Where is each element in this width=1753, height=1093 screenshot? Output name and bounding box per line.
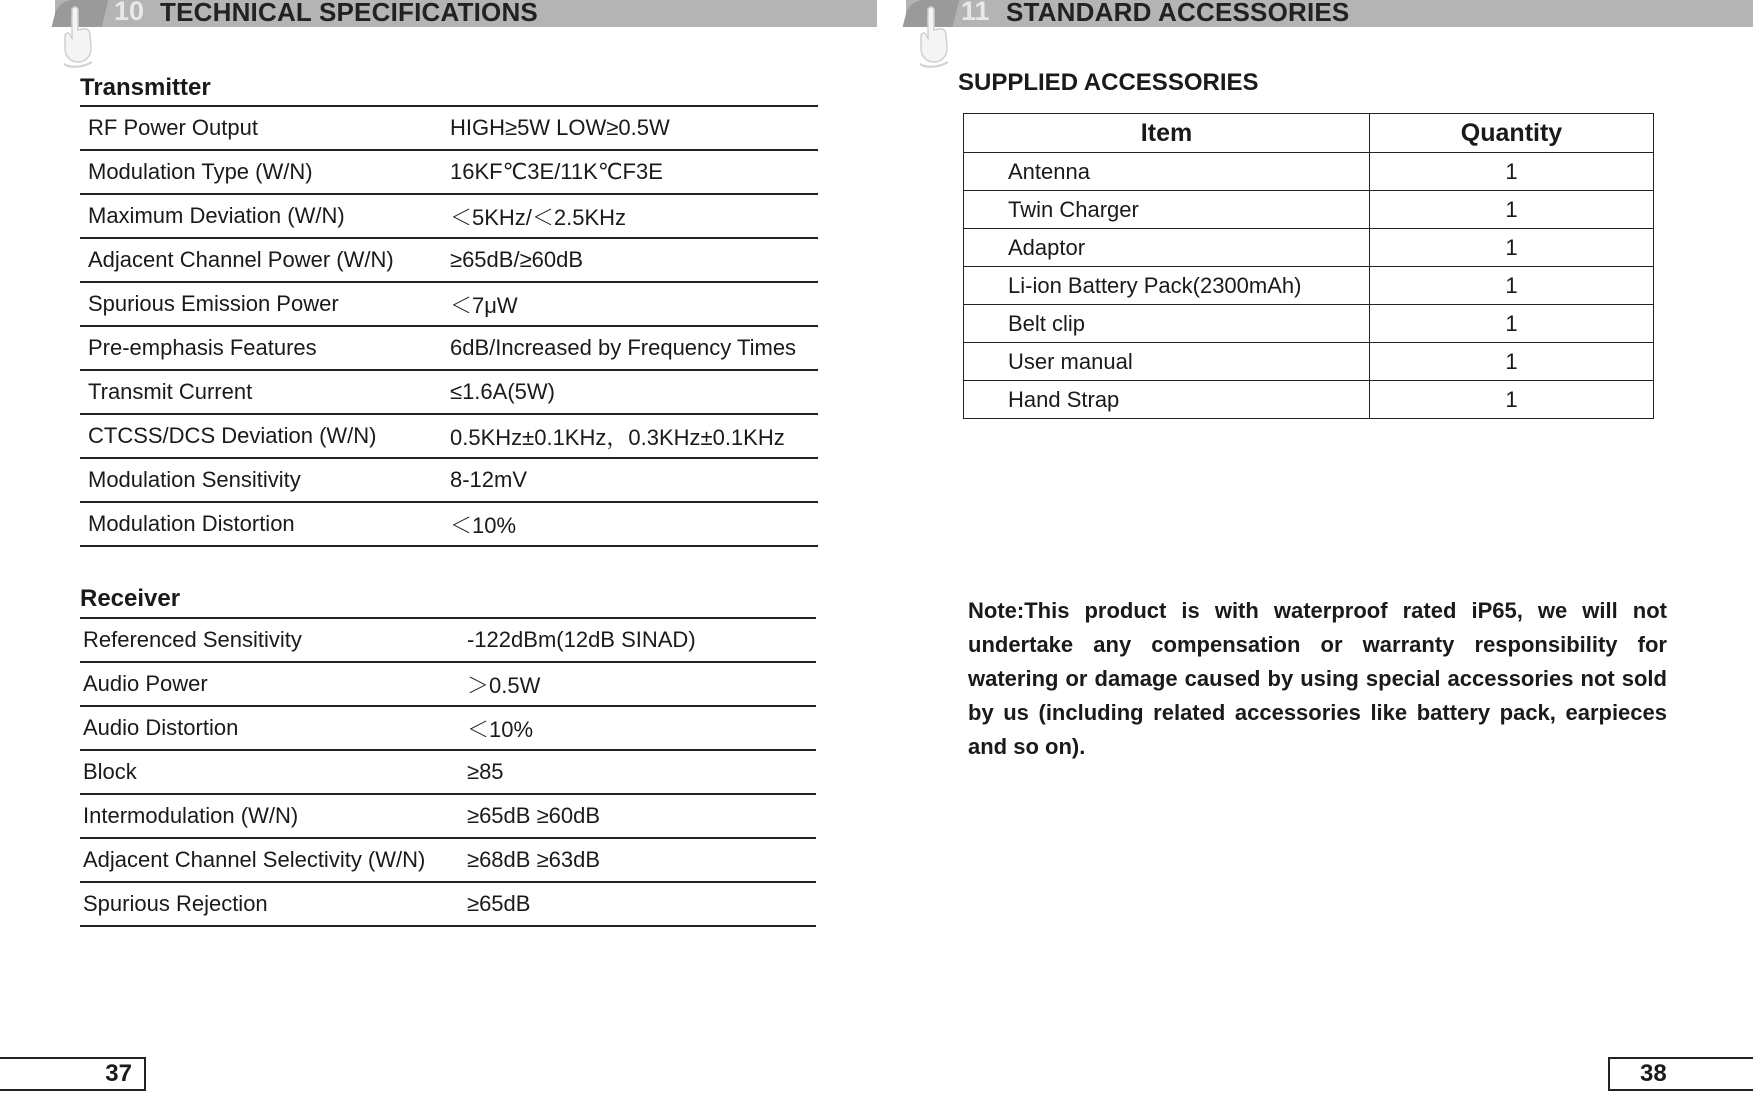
spec-value: ≥65dB ≥60dB <box>467 794 816 838</box>
spec-label: Audio Distortion <box>80 706 467 750</box>
table-row <box>80 750 816 794</box>
spec-label: Adjacent Channel Selectivity (W/N) <box>80 838 467 882</box>
accessory-quantity: 1 <box>1370 229 1654 267</box>
accessory-quantity: 1 <box>1370 343 1654 381</box>
accessory-item: Antenna <box>964 153 1370 191</box>
table-row <box>80 502 818 546</box>
spec-value: ＜10% <box>450 502 818 546</box>
spec-label: RF Power Output <box>80 106 450 150</box>
table-row <box>964 343 1654 381</box>
spec-label: Pre-emphasis Features <box>80 326 450 370</box>
supplied-accessories-heading: SUPPLIED ACCESSORIES <box>958 69 1259 96</box>
spec-value: 0.5KHz±0.1KHz，0.3KHz±0.1KHz <box>450 414 818 458</box>
spec-value: ≥65dB/≥60dB <box>450 238 818 282</box>
spec-value: 6dB/Increased by Frequency Times <box>450 326 818 370</box>
section-number: 11 <box>961 0 990 26</box>
table-row <box>964 191 1654 229</box>
table-row <box>80 282 818 326</box>
spec-value: ＜7μW <box>450 282 818 326</box>
table-row <box>80 326 818 370</box>
table-row <box>964 381 1654 419</box>
spec-value: ≥85 <box>467 750 816 794</box>
column-header-item: Item <box>964 114 1370 153</box>
receiver-spec-table <box>80 617 816 927</box>
table-row <box>80 706 816 750</box>
spec-value: 16KF℃3E/11K℃F3E <box>450 150 818 194</box>
spec-label: Maximum Deviation (W/N) <box>80 194 450 238</box>
hand-pointer-icon <box>914 4 958 72</box>
spec-value: ≥65dB <box>467 882 816 926</box>
spec-label: Modulation Sensitivity <box>80 458 450 502</box>
accessory-item: Belt clip <box>964 305 1370 343</box>
spec-label: Block <box>80 750 467 794</box>
spec-label: Modulation Distortion <box>80 502 450 546</box>
spec-value: ＞0.5W <box>467 662 816 706</box>
accessory-quantity: 1 <box>1370 153 1654 191</box>
left-page <box>0 0 876 1093</box>
accessory-item: Li-ion Battery Pack(2300mAh) <box>964 267 1370 305</box>
table-row <box>80 238 818 282</box>
accessory-item: Twin Charger <box>964 191 1370 229</box>
table-row <box>80 882 816 926</box>
waterproof-note: Note:This product is with waterproof rated iP65, we will not undertake any compensation or warranty responsibility for watering or damage caused by using special accessories not sold by us (including related accessories like battery pack, earpieces and so on). <box>968 598 1667 759</box>
accessory-quantity: 1 <box>1370 381 1654 419</box>
accessory-item: Hand Strap <box>964 381 1370 419</box>
spec-value: ≤1.6A(5W) <box>450 370 818 414</box>
spec-label: Spurious Emission Power <box>80 282 450 326</box>
accessory-quantity: 1 <box>1370 305 1654 343</box>
section-number: 10 <box>114 0 145 26</box>
table-row <box>80 794 816 838</box>
accessory-item: Adaptor <box>964 229 1370 267</box>
spec-value: HIGH≥5W LOW≥0.5W <box>450 106 818 150</box>
transmitter-spec-table <box>80 105 818 547</box>
transmitter-heading: Transmitter <box>80 74 211 101</box>
table-row <box>964 267 1654 305</box>
receiver-heading: Receiver <box>80 585 181 612</box>
spec-value: 8-12mV <box>450 458 818 502</box>
spec-value: -122dBm(12dB SINAD) <box>467 618 816 662</box>
page-number: 37 <box>0 1057 146 1091</box>
accessories-table <box>963 113 1654 419</box>
table-row <box>964 305 1654 343</box>
spec-label: Referenced Sensitivity <box>80 618 467 662</box>
page-number: 38 <box>1608 1057 1753 1091</box>
column-header-quantity: Quantity <box>1370 114 1654 153</box>
spec-label: Adjacent Channel Power (W/N) <box>80 238 450 282</box>
table-row <box>80 838 816 882</box>
table-row <box>80 194 818 238</box>
section-title: STANDARD ACCESSORIES <box>1006 0 1350 27</box>
table-row <box>80 106 818 150</box>
accessory-quantity: 1 <box>1370 267 1654 305</box>
table-row <box>964 153 1654 191</box>
table-row <box>80 414 818 458</box>
hand-pointer-icon <box>58 4 102 72</box>
table-row <box>80 458 818 502</box>
table-row <box>80 150 818 194</box>
spec-value: ≥68dB ≥63dB <box>467 838 816 882</box>
spec-label: Intermodulation (W/N) <box>80 794 467 838</box>
accessory-item: User manual <box>964 343 1370 381</box>
spec-value: ＜5KHz/＜2.5KHz <box>450 194 818 238</box>
spec-value: ＜10% <box>467 706 816 750</box>
spec-label: Audio Power <box>80 662 467 706</box>
spec-label: Spurious Rejection <box>80 882 467 926</box>
spec-label: CTCSS/DCS Deviation (W/N) <box>80 414 450 458</box>
spec-label: Transmit Current <box>80 370 450 414</box>
right-page <box>876 0 1753 1093</box>
spec-label: Modulation Type (W/N) <box>80 150 450 194</box>
table-row <box>80 370 818 414</box>
section-title: TECHNICAL SPECIFICATIONS <box>160 0 538 27</box>
accessory-quantity: 1 <box>1370 191 1654 229</box>
table-row <box>80 618 816 662</box>
table-row <box>80 662 816 706</box>
table-row <box>964 229 1654 267</box>
